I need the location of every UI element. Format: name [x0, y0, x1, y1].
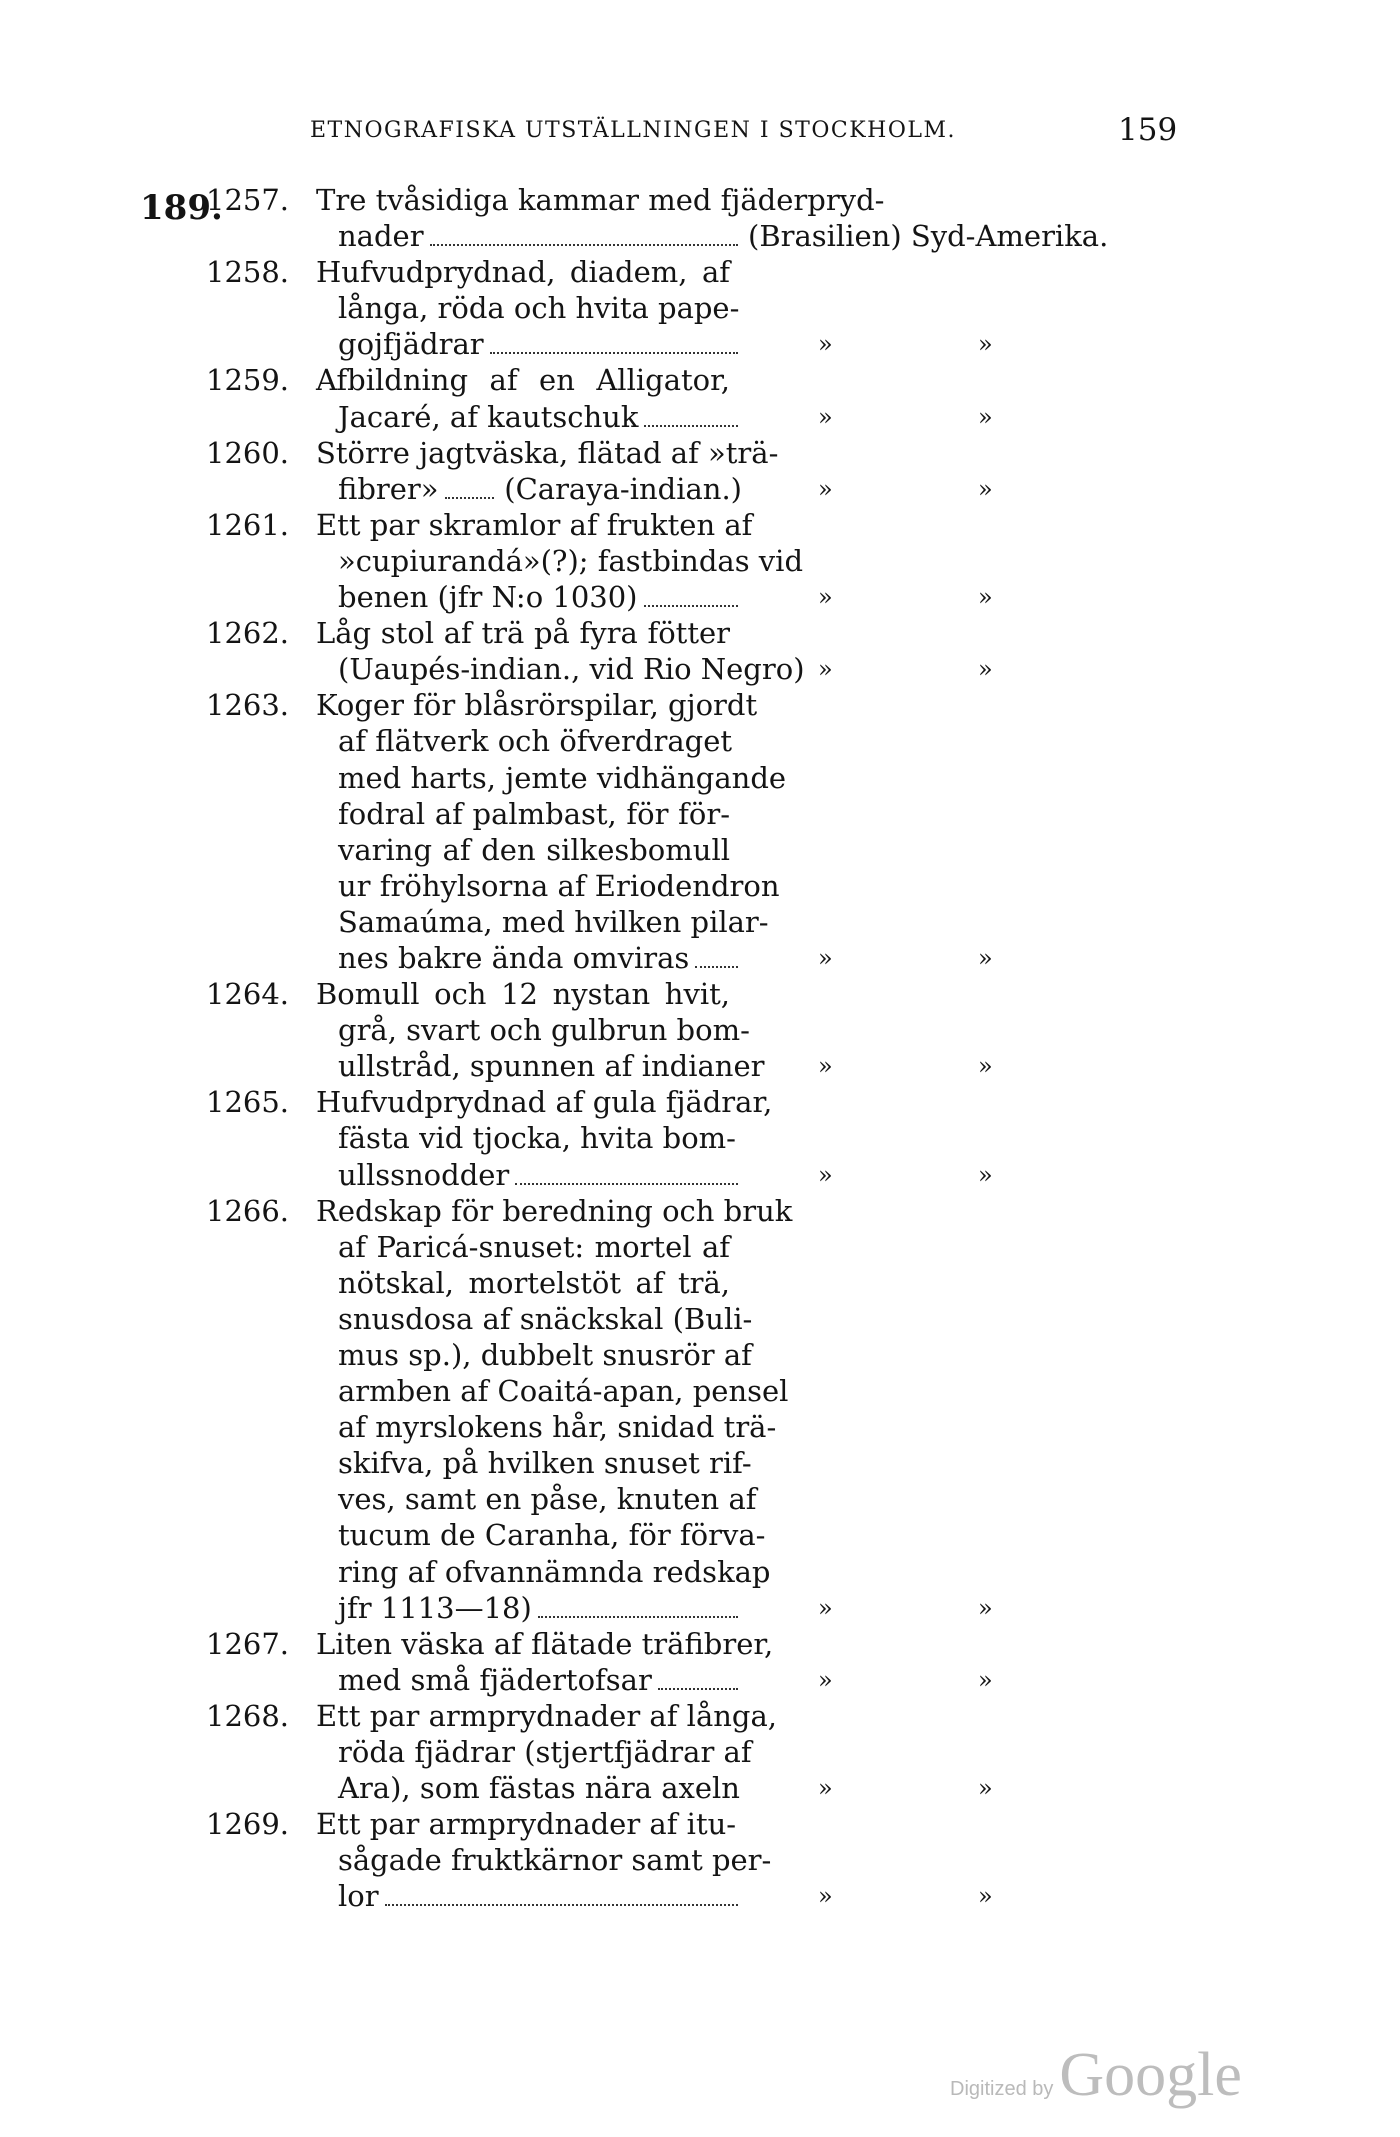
ditto-mark-continent: »	[978, 474, 993, 503]
ditto-mark-country: »	[818, 1593, 833, 1622]
ditto-mark-country: »	[818, 655, 833, 684]
entry-text: Afbildning af en Alligator,	[316, 363, 730, 398]
entry-line	[0, 1012, 1400, 1048]
entry-text: af myrslokens hår, snidad trä-	[338, 1410, 777, 1445]
entry-line	[0, 1301, 1400, 1337]
entry-line	[0, 1084, 1400, 1120]
entry-line	[0, 1590, 1400, 1626]
dot-leader	[695, 946, 738, 968]
ditto-mark-continent: »	[978, 1665, 993, 1694]
entry-text: (Uaupés-indian., vid Rio Negro)	[338, 652, 805, 687]
entry-line	[0, 1662, 1400, 1698]
origin-label: (Brasilien) Syd-Amerika.	[748, 219, 1109, 254]
entry-line	[0, 1337, 1400, 1373]
entry-line	[0, 1842, 1400, 1878]
ditto-mark-continent: »	[978, 1160, 993, 1189]
ditto-mark-continent: »	[978, 1052, 993, 1081]
entry-leader-line	[338, 326, 742, 362]
entry-text: fodral af palmbast, för för-	[338, 796, 730, 831]
entry-text: med harts, jemte vidhängande	[338, 760, 787, 795]
entry-text: röda fjädrar (stjertfjädrar af	[338, 1735, 752, 1770]
entry-leader-line	[338, 1157, 742, 1193]
running-header: ETNOGRAFISKA UTSTÄLLNINGEN I STOCKHOLM.	[310, 118, 957, 143]
entry-text: Tre tvåsidiga kammar med fjäderpryd-	[316, 183, 885, 217]
ditto-mark-country: »	[818, 330, 833, 359]
entry-text: grå, svart och gulbrun bom-	[338, 1013, 750, 1048]
ditto-mark-country: »	[818, 1774, 833, 1803]
entry-text: ullssnodder	[338, 1157, 510, 1192]
entry-text: Liten väska af flätade träfibrer,	[316, 1626, 774, 1661]
entry-line	[0, 1626, 1400, 1662]
ditto-mark-continent: »	[978, 402, 993, 431]
ditto-mark-continent: »	[978, 1593, 993, 1622]
entry-text: benen (jfr N:o 1030)	[338, 580, 638, 615]
entry-leader-line	[338, 1590, 742, 1626]
entry-text: snusdosa af snäckskal (Buli-	[338, 1301, 753, 1336]
entry-line	[0, 290, 1400, 326]
entry-line	[0, 1770, 1400, 1806]
entry-text: Samaúma, med hvilken pilar-	[338, 904, 769, 939]
entry-line	[0, 579, 1400, 615]
entry-leader-line	[338, 579, 742, 615]
entry-text: Jacaré, af kautschuk	[338, 399, 639, 434]
entry-line	[0, 1554, 1400, 1590]
entry-line	[0, 1481, 1400, 1517]
ditto-mark-country: »	[818, 1160, 833, 1189]
entry-text: Låg stol af trä på fyra fötter	[316, 616, 730, 651]
entry-line	[0, 1265, 1400, 1301]
entry-text: gojfjädrar	[338, 327, 484, 362]
dot-leader	[430, 224, 738, 246]
entry-line	[0, 796, 1400, 832]
group-number: 189.	[140, 188, 223, 228]
dot-leader	[658, 1668, 738, 1690]
entry-leader-line	[338, 1662, 742, 1698]
entry-line	[0, 435, 1400, 471]
dot-leader	[515, 1163, 738, 1185]
entry-leader-line	[338, 940, 742, 976]
dot-leader	[490, 332, 738, 354]
ditto-mark-country: »	[818, 583, 833, 612]
entry-line	[0, 651, 1400, 687]
entry-number: 1258.	[206, 255, 290, 290]
dot-leader	[644, 405, 738, 427]
ditto-mark-continent: »	[978, 1774, 993, 1803]
ditto-mark-country: »	[818, 1882, 833, 1911]
entry-text: Ett par armprydnader af långa,	[316, 1698, 777, 1733]
entry-line	[0, 1229, 1400, 1265]
entry-text: jfr 1113—18)	[338, 1590, 532, 1625]
entry-line	[0, 1193, 1400, 1229]
entry-text: Bomull och 12 nystan hvit,	[316, 977, 730, 1012]
entry-number: 1263.	[206, 688, 290, 723]
entry-line	[0, 543, 1400, 579]
google-logo: Google	[1059, 2041, 1242, 2109]
entry-text: Större jagtväska, flätad af »trä-	[316, 435, 779, 470]
entry-leader-line	[338, 1770, 742, 1806]
entry-number: 1266.	[206, 1193, 290, 1228]
entry-text: tucum de Caranha, för förva-	[338, 1518, 766, 1553]
entry-leader-line	[338, 471, 742, 507]
entry-line	[0, 1878, 1400, 1914]
ditto-mark-country: »	[818, 943, 833, 972]
entry-number: 1259.	[206, 363, 290, 398]
entry-text: ring af ofvannämnda redskap	[338, 1554, 771, 1589]
ditto-mark-continent: »	[978, 1882, 993, 1911]
entry-text: armben af Coaitá-apan, pensel	[338, 1374, 789, 1409]
entry-line	[0, 687, 1400, 723]
dot-leader	[644, 585, 739, 607]
entry-line	[0, 1517, 1400, 1553]
entry-text: af flätverk och öfverdraget	[338, 724, 733, 759]
entry-number: 1261.	[206, 507, 290, 542]
entry-line	[0, 1120, 1400, 1156]
ditto-mark-country: »	[818, 1665, 833, 1694]
digitized-watermark	[950, 2040, 1242, 2111]
entry-text: »cupiurandá»(?); fastbindas vid	[338, 543, 804, 578]
entry-text: nader	[338, 219, 424, 254]
entry-number: 1260.	[206, 435, 290, 470]
ditto-mark-country: »	[818, 1052, 833, 1081]
entry-line	[0, 940, 1400, 976]
entry-line	[0, 723, 1400, 759]
entry-text: fästa vid tjocka, hvita bom-	[338, 1121, 736, 1156]
entry-leader-line	[338, 1878, 742, 1914]
ditto-mark-country: »	[818, 474, 833, 503]
entry-line	[0, 326, 1400, 362]
entry-line	[0, 1698, 1400, 1734]
entry-line	[0, 399, 1400, 435]
entry-line	[0, 1157, 1400, 1193]
entry-text: Ett par skramlor af frukten af	[316, 507, 753, 542]
entry-leader-line	[338, 651, 805, 687]
ditto-mark-country: »	[818, 402, 833, 431]
catalogue-entries	[0, 182, 1400, 1915]
entry-line	[0, 218, 1400, 254]
entry-number: 1269.	[206, 1807, 290, 1842]
entry-number: 1257.	[206, 183, 290, 217]
entry-leader-line	[338, 1048, 765, 1084]
entry-text: Koger för blåsrörspilar, gjordt	[316, 688, 758, 723]
entry-line	[0, 832, 1400, 868]
entry-line	[0, 182, 1400, 218]
entry-number: 1268.	[206, 1698, 290, 1733]
entry-text: ves, samt en påse, knuten af	[338, 1482, 757, 1517]
entry-text: sågade fruktkärnor samt per-	[338, 1843, 772, 1878]
entry-line	[0, 507, 1400, 543]
entry-text: fibrer»	[338, 471, 439, 506]
entry-number: 1264.	[206, 977, 290, 1012]
entry-text: af Paricá-snuset: mortel af	[338, 1229, 730, 1264]
entry-line	[0, 976, 1400, 1012]
entry-text: nes bakre ända omviras	[338, 940, 690, 975]
entry-line	[0, 760, 1400, 796]
ditto-mark-continent: »	[978, 655, 993, 684]
entry-origin-note: (Caraya-indian.)	[504, 471, 742, 506]
entry-number: 1265.	[206, 1085, 290, 1120]
entry-text: Hufvudprydnad, diadem, af	[316, 255, 730, 290]
entry-text: långa, röda och hvita pape-	[338, 291, 740, 326]
dot-leader	[445, 477, 495, 499]
entry-text: varing af den silkesbomull	[338, 832, 730, 867]
entry-text: lor	[338, 1879, 379, 1914]
entry-line	[0, 1734, 1400, 1770]
entry-line	[0, 362, 1400, 398]
entry-text: skifva, på hvilken snuset rif-	[338, 1446, 752, 1481]
entry-number: 1262.	[206, 616, 290, 651]
entry-line	[0, 254, 1400, 290]
entry-line	[0, 471, 1400, 507]
dot-leader	[538, 1596, 738, 1618]
ditto-mark-continent: »	[978, 330, 993, 359]
watermark-prefix: Digitized by	[950, 2078, 1054, 2100]
entry-line	[0, 1445, 1400, 1481]
ditto-mark-continent: »	[978, 583, 993, 612]
entry-text: ur fröhylsorna af Eriodendron	[338, 868, 780, 903]
entry-line	[0, 1373, 1400, 1409]
entry-leader-line	[338, 218, 742, 254]
entry-line	[0, 1048, 1400, 1084]
entry-text: Hufvudprydnad af gula fjädrar,	[316, 1085, 773, 1120]
entry-text: mus sp.), dubbelt snusrör af	[338, 1338, 752, 1372]
entry-text: ullstråd, spunnen af indianer	[338, 1049, 765, 1084]
entry-number: 1267.	[206, 1626, 290, 1661]
entry-line	[0, 1409, 1400, 1445]
entry-leader-line	[338, 399, 742, 435]
entry-text: med små fjädertofsar	[338, 1662, 652, 1697]
entry-text: Redskap för beredning och bruk	[316, 1193, 793, 1228]
entry-line	[0, 868, 1400, 904]
entry-text: Ara), som fästas nära axeln	[338, 1771, 740, 1806]
dot-leader	[385, 1884, 738, 1906]
entry-text: Ett par armprydnader af itu-	[316, 1807, 737, 1842]
entry-line	[0, 1806, 1400, 1842]
entry-line	[0, 615, 1400, 651]
page-number: 159	[1118, 112, 1178, 148]
entry-text: nötskal, mortelstöt af trä,	[338, 1265, 730, 1300]
entry-line	[0, 904, 1400, 940]
ditto-mark-continent: »	[978, 943, 993, 972]
